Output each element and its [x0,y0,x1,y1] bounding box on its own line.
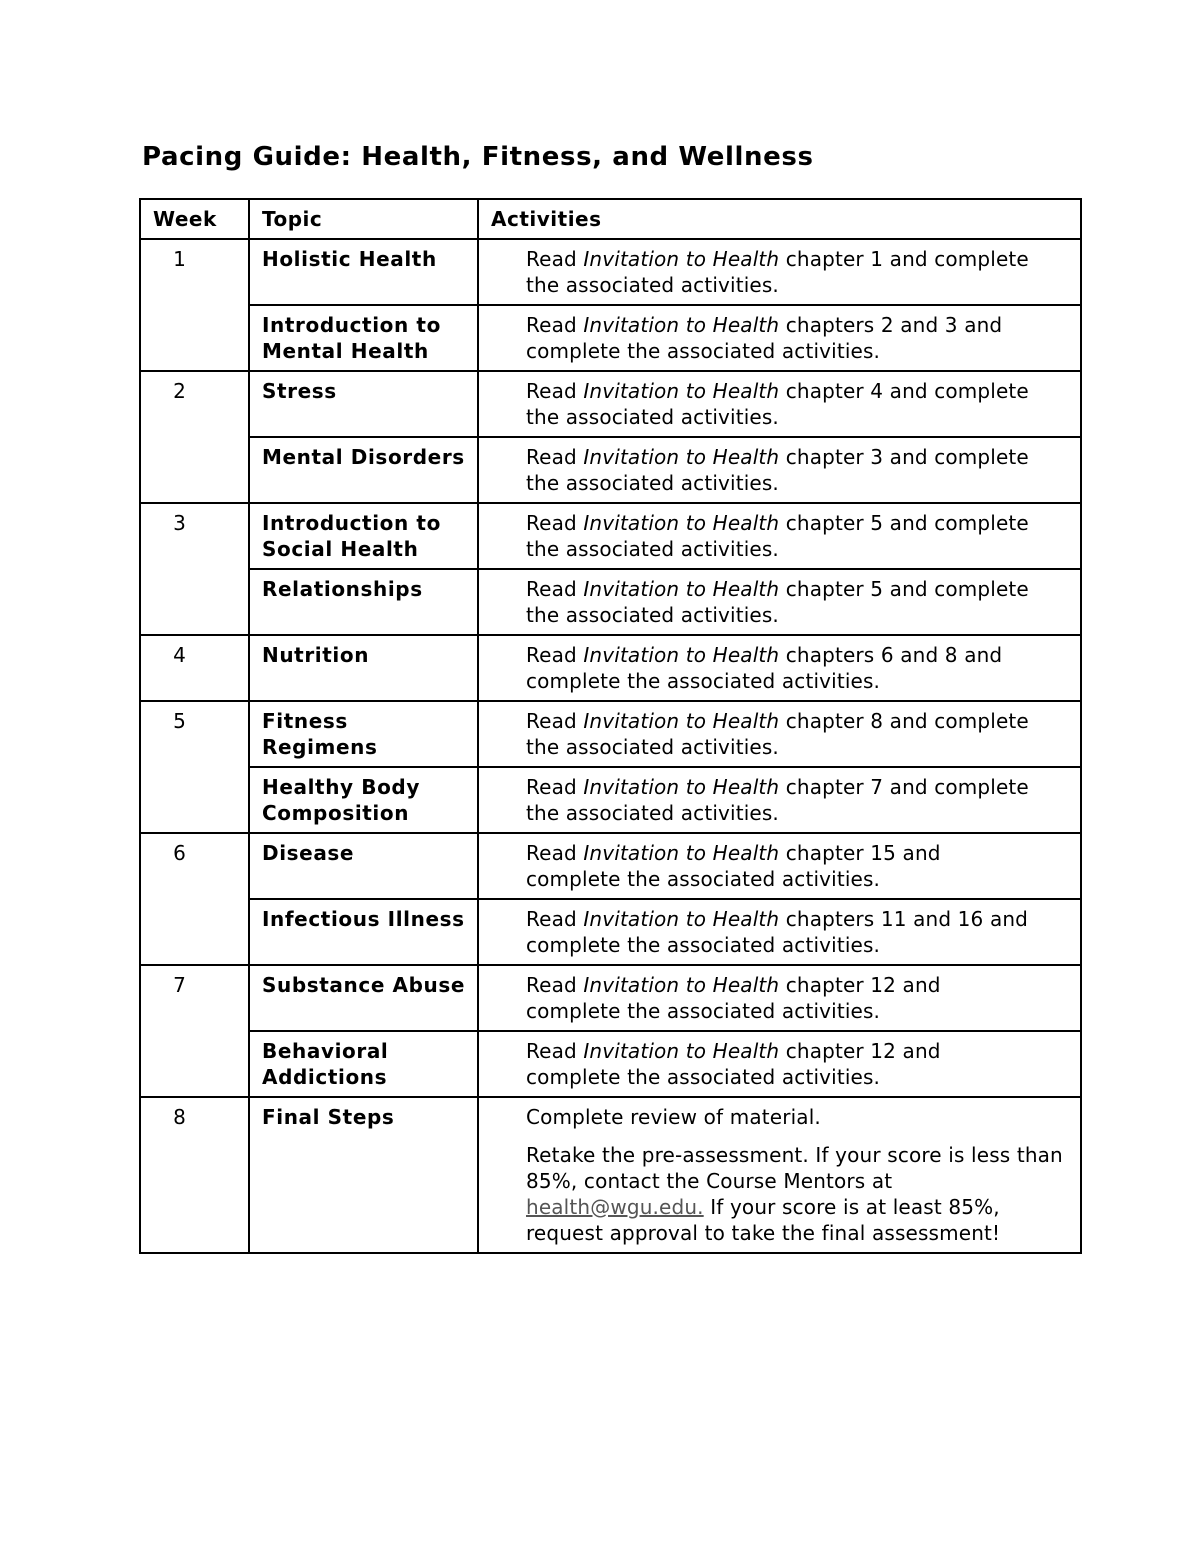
activity-line-2: complete the associated activities. [526,1065,881,1089]
activity-line-2: complete the associated activities. [526,933,881,957]
activity-cell [478,635,1081,701]
book-title: Invitation to Health [583,577,780,601]
activity-line-1: Read Invitation to Health chapters 2 and 3 and [526,313,1003,337]
activity-line-2: the associated activities. [526,471,779,495]
topic-cell: Disease [249,833,478,899]
topic-cell: Introduction to Social Health [249,503,478,569]
activity-line-1: Read Invitation to Health chapters 11 and 16 and [526,907,1029,931]
activity-cell [478,503,1081,569]
activity-line-1: Read Invitation to Health chapters 6 and 8 and [526,643,1003,667]
activity-line-1: Read Invitation to Health chapter 5 and complete [526,511,1029,535]
table-row [140,833,1081,899]
topic-cell: Holistic Health [249,239,478,305]
week-number: 7 [140,965,249,1097]
activity-line-2: the associated activities. [526,405,779,429]
activity-line-2: the associated activities. [526,537,779,561]
topic-cell: Introduction to Mental Health [249,305,478,371]
table-row [140,635,1081,701]
activity-cell [478,701,1081,767]
pacing-table [139,198,1082,1254]
activity-line-1: Read Invitation to Health chapter 15 and [526,841,941,865]
topic-cell: Fitness Regimens [249,701,478,767]
table-row [140,239,1081,305]
table-row [140,503,1081,569]
topic-cell: Mental Disorders [249,437,478,503]
final-instructions: Retake the pre-assessment. If your score is less than 85%, contact the Course Mentors at health@wgu.edu. If your score is at least 85%, request approval to take the final assessment! [526,1143,1063,1245]
activity-cell [478,965,1081,1031]
week-number: 6 [140,833,249,965]
table-header-row [140,199,1081,239]
activity-line-1: Read Invitation to Health chapter 4 and complete [526,379,1029,403]
activity-cell [478,437,1081,503]
book-title: Invitation to Health [583,841,780,865]
activity-cell [478,1031,1081,1097]
final-review-text: Complete review of material. [526,1105,821,1129]
activity-line-2: the associated activities. [526,603,779,627]
header-topic: Topic [249,199,478,239]
table-row [140,767,1081,833]
table-row [140,569,1081,635]
week-number: 5 [140,701,249,833]
book-title: Invitation to Health [583,313,780,337]
activity-line-2: the associated activities. [526,273,779,297]
table-row [140,371,1081,437]
book-title: Invitation to Health [583,709,780,733]
book-title: Invitation to Health [583,511,780,535]
book-title: Invitation to Health [583,379,780,403]
activity-line-1: Read Invitation to Health chapter 3 and complete [526,445,1029,469]
activity-cell [478,833,1081,899]
book-title: Invitation to Health [583,643,780,667]
week-number: 4 [140,635,249,701]
week-number: 3 [140,503,249,635]
topic-cell: Nutrition [249,635,478,701]
activity-cell [478,899,1081,965]
activity-cell [478,569,1081,635]
activity-line-2: the associated activities. [526,735,779,759]
activity-line-2: complete the associated activities. [526,867,881,891]
topic-cell: Behavioral Addictions [249,1031,478,1097]
topic-cell: Infectious Illness [249,899,478,965]
topic-cell: Relationships [249,569,478,635]
table-row [140,437,1081,503]
topic-cell: Healthy Body Composition [249,767,478,833]
activity-line-2: complete the associated activities. [526,339,881,363]
header-activities: Activities [478,199,1081,239]
table-row [140,305,1081,371]
book-title: Invitation to Health [583,1039,780,1063]
activity-line-1: Read Invitation to Health chapter 7 and complete [526,775,1029,799]
topic-cell: Final Steps [249,1097,478,1253]
page-title: Pacing Guide: Health, Fitness, and Wellness [142,142,814,172]
activity-line-1: Read Invitation to Health chapter 12 and [526,1039,941,1063]
book-title: Invitation to Health [583,775,780,799]
table-row [140,1031,1081,1097]
book-title: Invitation to Health [583,907,780,931]
book-title: Invitation to Health [583,973,780,997]
activity-line-2: complete the associated activities. [526,999,881,1023]
activity-cell [478,767,1081,833]
activity-line-2: the associated activities. [526,801,779,825]
book-title: Invitation to Health [583,445,780,469]
week-number: 2 [140,371,249,503]
book-title: Invitation to Health [583,247,780,271]
activity-line-1: Read Invitation to Health chapter 5 and complete [526,577,1029,601]
activity-line-1: Read Invitation to Health chapter 12 and [526,973,941,997]
activity-cell [478,371,1081,437]
table-row [140,701,1081,767]
topic-cell: Stress [249,371,478,437]
table-row [140,965,1081,1031]
activity-line-2: complete the associated activities. [526,669,881,693]
week-number: 8 [140,1097,249,1253]
activity-cell [478,305,1081,371]
activity-cell [478,1097,1081,1253]
activity-line-1: Read Invitation to Health chapter 1 and complete [526,247,1029,271]
topic-cell: Substance Abuse [249,965,478,1031]
header-week: Week [140,199,249,239]
table-row [140,1097,1081,1253]
activity-cell [478,239,1081,305]
email-link[interactable]: health@wgu.edu. [526,1195,704,1219]
week-number: 1 [140,239,249,371]
table-row [140,899,1081,965]
activity-line-1: Read Invitation to Health chapter 8 and complete [526,709,1029,733]
